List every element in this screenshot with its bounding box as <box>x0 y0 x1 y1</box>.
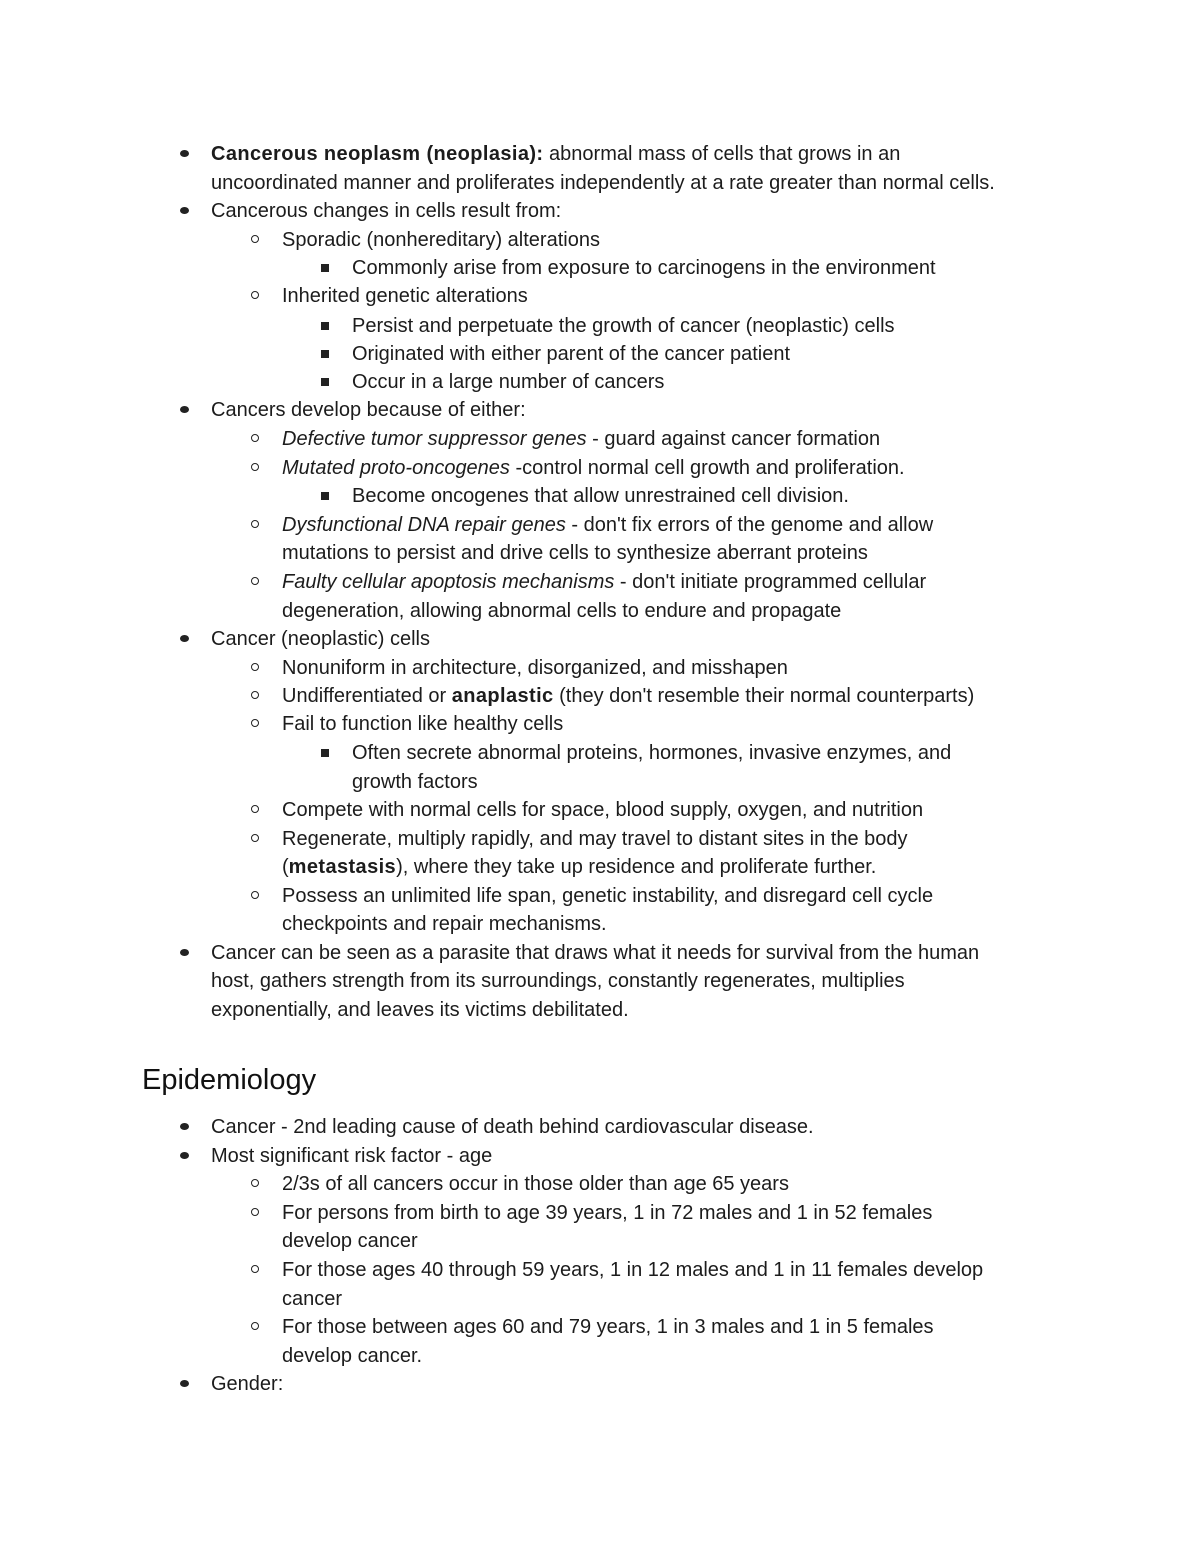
square-bullet-icon <box>321 492 329 500</box>
text-run: Cancerous changes in cells result from: <box>211 200 562 222</box>
text-run: 2/3s of all cancers occur in those older than age 65 years <box>282 1173 789 1195</box>
text-run: host, gathers strength from its surroundings, constantly regenerates, multiplies <box>211 970 905 992</box>
list-item-line <box>211 1113 814 1141</box>
text-run: Cancers develop because of either: <box>211 399 526 421</box>
list-item-line <box>211 1370 283 1398</box>
circle-bullet-icon <box>251 520 259 528</box>
bold-term: anaplastic <box>451 685 554 707</box>
text-run: ), where they take up residence and proliferate further. <box>396 856 877 878</box>
list-item-line <box>352 482 849 510</box>
text-run: degeneration, allowing abnormal cells to endure and propagate <box>282 600 842 622</box>
list-item-line <box>282 1342 422 1370</box>
text-run: checkpoints and repair mechanisms. <box>282 913 607 935</box>
list-item-line <box>211 396 526 424</box>
square-bullet-icon <box>321 350 329 358</box>
list-item-line <box>211 1142 492 1170</box>
list-item-line <box>282 825 908 853</box>
list-item-line <box>211 197 561 225</box>
circle-bullet-icon <box>251 434 259 442</box>
text-run: Cancer can be seen as a parasite that draws what it needs for survival from the human <box>211 942 980 964</box>
list-item-line <box>211 169 995 197</box>
text-run: Commonly arise from exposure to carcinogens in the environment <box>352 257 936 279</box>
text-run: - guard against cancer formation <box>586 428 881 450</box>
text-run: Cancer - 2nd leading cause of death behind cardiovascular disease. <box>211 1116 814 1138</box>
text-run: -control normal cell growth and proliferation. <box>509 457 905 479</box>
italic-term: Mutated proto-oncogenes <box>282 457 510 479</box>
circle-bullet-icon <box>251 1265 259 1273</box>
list-item-line <box>282 454 905 482</box>
square-bullet-icon <box>321 378 329 386</box>
text-run: Compete with normal cells for space, blood supply, oxygen, and nutrition <box>282 799 924 821</box>
list-item-line <box>211 967 905 995</box>
list-item-line <box>282 539 868 567</box>
section-heading-epidemiology: Epidemiology <box>142 1064 317 1096</box>
text-run: Often secrete abnormal proteins, hormones, invasive enzymes, and <box>352 742 952 764</box>
list-item-line <box>282 282 528 310</box>
text-run: Inherited genetic alterations <box>282 285 528 307</box>
list-item-line <box>282 425 880 453</box>
bold-term: Cancerous neoplasm (neoplasia): <box>211 143 544 165</box>
disc-bullet-icon <box>180 1380 189 1387</box>
list-item-line <box>211 625 430 653</box>
text-run: Gender: <box>211 1373 284 1395</box>
text-run: uncoordinated manner and proliferates independently at a rate greater than normal cells. <box>211 172 995 194</box>
square-bullet-icon <box>321 264 329 272</box>
circle-bullet-icon <box>251 235 259 243</box>
disc-bullet-icon <box>180 635 189 642</box>
list-item-line <box>282 710 563 738</box>
list-item-line <box>282 910 607 938</box>
text-run: For those ages 40 through 59 years, 1 in 12 males and 1 in 11 females develop <box>282 1259 984 1281</box>
circle-bullet-icon <box>251 891 259 899</box>
list-item-line <box>211 140 900 168</box>
list-item-line <box>352 312 895 340</box>
square-bullet-icon <box>321 322 329 330</box>
list-item-line <box>282 226 600 254</box>
list-item-line <box>282 511 933 539</box>
list-item-line <box>282 1285 342 1313</box>
text-run: abnormal mass of cells that grows in an <box>543 143 901 165</box>
text-run: Originated with either parent of the cancer patient <box>352 343 791 365</box>
text-run: - don't fix errors of the genome and allow <box>565 514 934 536</box>
text-run: For persons from birth to age 39 years, 1 in 72 males and 1 in 52 females <box>282 1202 933 1224</box>
list-item-line <box>282 1313 934 1341</box>
list-item-line <box>282 654 788 682</box>
text-run: Become oncogenes that allow unrestrained cell division. <box>352 485 849 507</box>
circle-bullet-icon <box>251 463 259 471</box>
text-run: cancer <box>282 1288 343 1310</box>
list-item-line <box>282 1199 932 1227</box>
disc-bullet-icon <box>180 949 189 956</box>
list-item-line <box>352 768 478 796</box>
bold-term: metastasis <box>288 856 397 878</box>
circle-bullet-icon <box>251 1322 259 1330</box>
text-run: Fail to function like healthy cells <box>282 713 564 735</box>
disc-bullet-icon <box>180 150 189 157</box>
list-item-line <box>282 853 876 881</box>
text-run: Most significant risk factor - age <box>211 1145 493 1167</box>
text-run: (they don't resemble their normal counterparts) <box>553 685 975 707</box>
text-run: Nonuniform in architecture, disorganized, and misshapen <box>282 657 788 679</box>
list-item-line <box>282 1170 789 1198</box>
text-run: exponentially, and leaves its victims debilitated. <box>211 999 629 1021</box>
disc-bullet-icon <box>180 1152 189 1159</box>
text-run: Sporadic (nonhereditary) alterations <box>282 229 600 251</box>
text-run: - don't initiate programmed cellular <box>614 571 927 593</box>
text-run: develop cancer <box>282 1230 418 1252</box>
text-run: Regenerate, multiply rapidly, and may travel to distant sites in the body <box>282 828 908 850</box>
circle-bullet-icon <box>251 291 259 299</box>
text-run: ( <box>282 856 289 878</box>
circle-bullet-icon <box>251 1208 259 1216</box>
list-item-line <box>282 682 974 710</box>
list-item-line <box>282 796 923 824</box>
italic-term: Defective tumor suppressor genes <box>282 428 587 450</box>
list-item-line <box>282 882 933 910</box>
circle-bullet-icon <box>251 805 259 813</box>
circle-bullet-icon <box>251 663 259 671</box>
text-run: Occur in a large number of cancers <box>352 371 665 393</box>
list-item-line <box>211 939 979 967</box>
italic-term: Faulty cellular apoptosis mechanisms <box>282 571 615 593</box>
italic-term: Dysfunctional DNA repair genes <box>282 514 566 536</box>
disc-bullet-icon <box>180 207 189 214</box>
text-run: For those between ages 60 and 79 years, 1 in 3 males and 1 in 5 females <box>282 1316 934 1338</box>
text-run: Persist and perpetuate the growth of cancer (neoplastic) cells <box>352 315 895 337</box>
text-run: Undifferentiated or <box>282 685 452 707</box>
circle-bullet-icon <box>251 719 259 727</box>
text-run: develop cancer. <box>282 1345 423 1367</box>
circle-bullet-icon <box>251 577 259 585</box>
circle-bullet-icon <box>251 1179 259 1187</box>
list-item-line <box>352 340 790 368</box>
list-item-line <box>282 1256 983 1284</box>
list-item-line <box>282 1227 418 1255</box>
text-run: Possess an unlimited life span, genetic instability, and disregard cell cycle <box>282 885 934 907</box>
list-item-line <box>352 739 951 767</box>
disc-bullet-icon <box>180 406 189 413</box>
list-item-line <box>211 996 629 1024</box>
text-run: mutations to persist and drive cells to synthesize aberrant proteins <box>282 542 868 564</box>
list-item-line <box>282 568 926 596</box>
disc-bullet-icon <box>180 1123 189 1130</box>
text-run: Cancer (neoplastic) cells <box>211 628 430 650</box>
circle-bullet-icon <box>251 834 259 842</box>
text-run: growth factors <box>352 771 478 793</box>
square-bullet-icon <box>321 749 329 757</box>
list-item-line <box>352 254 936 282</box>
list-item-line <box>352 368 664 396</box>
circle-bullet-icon <box>251 691 259 699</box>
list-item-line <box>282 597 841 625</box>
